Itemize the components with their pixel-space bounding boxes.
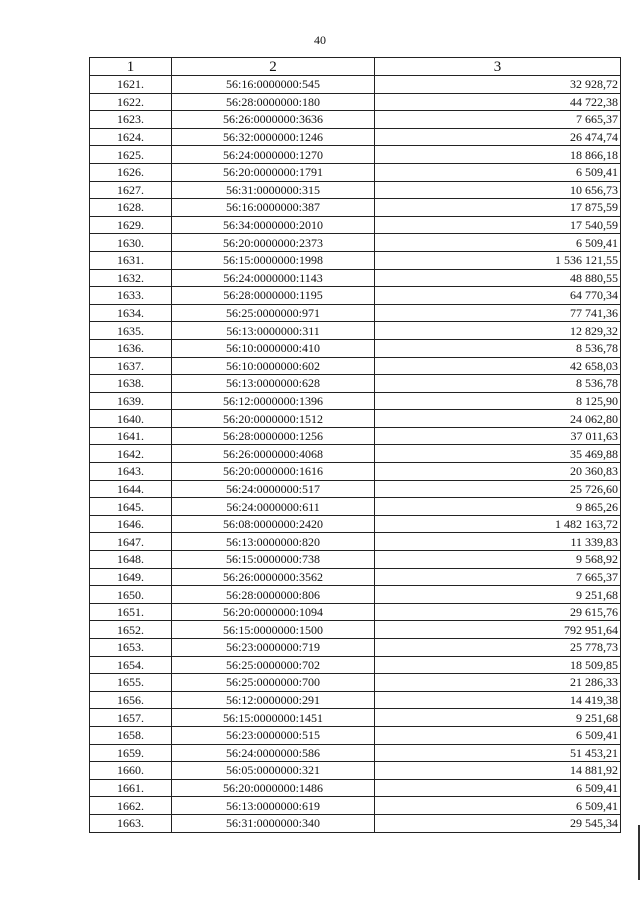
row-number: 1626. [90, 163, 172, 181]
row-number: 1625. [90, 146, 172, 164]
table-row [90, 339, 621, 357]
row-number: 1650. [90, 586, 172, 604]
table-row [90, 251, 621, 269]
table-row [90, 427, 621, 445]
cadastral-number: 56:32:0000000:1246 [172, 128, 375, 146]
table-row [90, 234, 621, 252]
column-header-1: 1 [90, 58, 172, 76]
table-row [90, 551, 621, 569]
cadastral-number: 56:26:0000000:3636 [172, 111, 375, 129]
row-number: 1639. [90, 392, 172, 410]
cadastral-value: 9 568,92 [375, 551, 621, 569]
row-number: 1648. [90, 551, 172, 569]
cadastral-value: 6 509,41 [375, 726, 621, 744]
table-row [90, 586, 621, 604]
table-header-row [90, 58, 621, 76]
cadastral-value: 44 722,38 [375, 93, 621, 111]
cadastral-number: 56:16:0000000:545 [172, 76, 375, 94]
row-number: 1647. [90, 533, 172, 551]
row-number: 1636. [90, 339, 172, 357]
row-number: 1623. [90, 111, 172, 129]
row-number: 1624. [90, 128, 172, 146]
cadastral-number: 56:15:0000000:738 [172, 551, 375, 569]
cadastral-number: 56:20:0000000:1094 [172, 603, 375, 621]
row-number: 1661. [90, 779, 172, 797]
row-number: 1634. [90, 304, 172, 322]
cadastral-value: 1 482 163,72 [375, 515, 621, 533]
cadastral-value: 17 540,59 [375, 216, 621, 234]
table-row [90, 656, 621, 674]
cadastral-number: 56:23:0000000:719 [172, 639, 375, 657]
table-row [90, 726, 621, 744]
cadastral-value: 8 536,78 [375, 375, 621, 393]
row-number: 1643. [90, 463, 172, 481]
table-row [90, 797, 621, 815]
cadastral-value: 18 509,85 [375, 656, 621, 674]
cadastral-number: 56:12:0000000:1396 [172, 392, 375, 410]
row-number: 1633. [90, 287, 172, 305]
table-row [90, 515, 621, 533]
cadastral-number: 56:25:0000000:971 [172, 304, 375, 322]
table-row [90, 568, 621, 586]
cadastral-number: 56:20:0000000:1616 [172, 463, 375, 481]
table-row [90, 410, 621, 428]
cadastral-number: 56:20:0000000:2373 [172, 234, 375, 252]
table-row [90, 76, 621, 94]
cadastral-number: 56:25:0000000:700 [172, 674, 375, 692]
cadastral-number: 56:28:0000000:180 [172, 93, 375, 111]
row-number: 1649. [90, 568, 172, 586]
table-row [90, 762, 621, 780]
cadastral-number: 56:20:0000000:1512 [172, 410, 375, 428]
cadastral-number: 56:20:0000000:1486 [172, 779, 375, 797]
row-number: 1628. [90, 199, 172, 217]
row-number: 1660. [90, 762, 172, 780]
cadastral-number: 56:08:0000000:2420 [172, 515, 375, 533]
row-number: 1642. [90, 445, 172, 463]
cadastral-value: 1 536 121,55 [375, 251, 621, 269]
cadastral-number: 56:15:0000000:1500 [172, 621, 375, 639]
row-number: 1663. [90, 814, 172, 832]
cadastral-value: 29 615,76 [375, 603, 621, 621]
table-row [90, 779, 621, 797]
table-row [90, 498, 621, 516]
cadastral-value: 9 865,26 [375, 498, 621, 516]
cadastral-number: 56:31:0000000:315 [172, 181, 375, 199]
cadastral-value: 7 665,37 [375, 111, 621, 129]
cadastral-number: 56:13:0000000:619 [172, 797, 375, 815]
table-row [90, 287, 621, 305]
row-number: 1641. [90, 427, 172, 445]
cadastral-number: 56:20:0000000:1791 [172, 163, 375, 181]
row-number: 1638. [90, 375, 172, 393]
table-row [90, 621, 621, 639]
table-row [90, 533, 621, 551]
table-row [90, 322, 621, 340]
row-number: 1621. [90, 76, 172, 94]
cadastral-value: 35 469,88 [375, 445, 621, 463]
cadastral-value: 48 880,55 [375, 269, 621, 287]
cadastral-number: 56:13:0000000:311 [172, 322, 375, 340]
cadastral-value: 25 726,60 [375, 480, 621, 498]
cadastral-number: 56:15:0000000:1998 [172, 251, 375, 269]
cadastral-number: 56:24:0000000:1143 [172, 269, 375, 287]
table-row [90, 480, 621, 498]
cadastral-value: 7 665,37 [375, 568, 621, 586]
table-row [90, 163, 621, 181]
cadastral-value: 8 125,90 [375, 392, 621, 410]
cadastral-number: 56:28:0000000:1195 [172, 287, 375, 305]
cadastral-number: 56:16:0000000:387 [172, 199, 375, 217]
row-number: 1653. [90, 639, 172, 657]
cadastral-number: 56:05:0000000:321 [172, 762, 375, 780]
table-body [90, 76, 621, 833]
cadastral-value: 6 509,41 [375, 779, 621, 797]
cadastral-value: 29 545,34 [375, 814, 621, 832]
row-number: 1627. [90, 181, 172, 199]
cadastral-value: 26 474,74 [375, 128, 621, 146]
table-row [90, 463, 621, 481]
table-row [90, 375, 621, 393]
cadastral-number: 56:28:0000000:806 [172, 586, 375, 604]
cadastral-value: 42 658,03 [375, 357, 621, 375]
cadastral-value: 24 062,80 [375, 410, 621, 428]
row-number: 1659. [90, 744, 172, 762]
cadastral-value: 25 778,73 [375, 639, 621, 657]
cadastral-value: 11 339,83 [375, 533, 621, 551]
row-number: 1644. [90, 480, 172, 498]
row-number: 1629. [90, 216, 172, 234]
table-row [90, 111, 621, 129]
cadastral-number: 56:10:0000000:410 [172, 339, 375, 357]
cadastral-value: 37 011,63 [375, 427, 621, 445]
row-number: 1637. [90, 357, 172, 375]
table-row [90, 269, 621, 287]
cadastral-number: 56:31:0000000:340 [172, 814, 375, 832]
cadastral-value: 9 251,68 [375, 586, 621, 604]
row-number: 1630. [90, 234, 172, 252]
table-row [90, 639, 621, 657]
row-number: 1654. [90, 656, 172, 674]
cadastral-number: 56:28:0000000:1256 [172, 427, 375, 445]
cadastral-value: 12 829,32 [375, 322, 621, 340]
cadastral-value: 9 251,68 [375, 709, 621, 727]
cadastral-value: 6 509,41 [375, 163, 621, 181]
cadastral-number: 56:34:0000000:2010 [172, 216, 375, 234]
cadastral-value-table [89, 57, 621, 833]
cadastral-number: 56:13:0000000:628 [172, 375, 375, 393]
row-number: 1631. [90, 251, 172, 269]
table-row [90, 392, 621, 410]
cadastral-value: 18 866,18 [375, 146, 621, 164]
row-number: 1656. [90, 691, 172, 709]
table-row [90, 603, 621, 621]
cadastral-value: 20 360,83 [375, 463, 621, 481]
cadastral-number: 56:23:0000000:515 [172, 726, 375, 744]
cadastral-value: 77 741,36 [375, 304, 621, 322]
table-row [90, 93, 621, 111]
cadastral-value: 32 928,72 [375, 76, 621, 94]
cadastral-value: 64 770,34 [375, 287, 621, 305]
cadastral-value: 14 881,92 [375, 762, 621, 780]
row-number: 1658. [90, 726, 172, 744]
table-row [90, 691, 621, 709]
cadastral-value: 21 286,33 [375, 674, 621, 692]
row-number: 1651. [90, 603, 172, 621]
cadastral-number: 56:24:0000000:586 [172, 744, 375, 762]
row-number: 1622. [90, 93, 172, 111]
row-number: 1646. [90, 515, 172, 533]
cadastral-value: 6 509,41 [375, 797, 621, 815]
cadastral-value: 10 656,73 [375, 181, 621, 199]
row-number: 1652. [90, 621, 172, 639]
table-row [90, 709, 621, 727]
cadastral-value: 51 453,21 [375, 744, 621, 762]
cadastral-number: 56:15:0000000:1451 [172, 709, 375, 727]
table-row [90, 128, 621, 146]
table-row [90, 357, 621, 375]
cadastral-value: 17 875,59 [375, 199, 621, 217]
cadastral-number: 56:10:0000000:602 [172, 357, 375, 375]
table-row [90, 744, 621, 762]
table-row [90, 445, 621, 463]
row-number: 1657. [90, 709, 172, 727]
row-number: 1632. [90, 269, 172, 287]
cadastral-number: 56:26:0000000:4068 [172, 445, 375, 463]
cadastral-number: 56:12:0000000:291 [172, 691, 375, 709]
row-number: 1662. [90, 797, 172, 815]
cadastral-number: 56:24:0000000:517 [172, 480, 375, 498]
table-row [90, 674, 621, 692]
table-row [90, 199, 621, 217]
cadastral-number: 56:24:0000000:1270 [172, 146, 375, 164]
table-row [90, 304, 621, 322]
table-row [90, 814, 621, 832]
column-header-3: 3 [375, 58, 621, 76]
cadastral-number: 56:24:0000000:611 [172, 498, 375, 516]
row-number: 1635. [90, 322, 172, 340]
cadastral-value: 6 509,41 [375, 234, 621, 252]
row-number: 1640. [90, 410, 172, 428]
row-number: 1645. [90, 498, 172, 516]
page-number: 40 [314, 33, 326, 47]
table-row [90, 216, 621, 234]
column-header-2: 2 [172, 58, 375, 76]
cadastral-value: 14 419,38 [375, 691, 621, 709]
cadastral-number: 56:13:0000000:820 [172, 533, 375, 551]
cadastral-number: 56:25:0000000:702 [172, 656, 375, 674]
cadastral-value: 792 951,64 [375, 621, 621, 639]
cadastral-number: 56:26:0000000:3562 [172, 568, 375, 586]
table-row [90, 181, 621, 199]
cadastral-value: 8 536,78 [375, 339, 621, 357]
table-row [90, 146, 621, 164]
row-number: 1655. [90, 674, 172, 692]
